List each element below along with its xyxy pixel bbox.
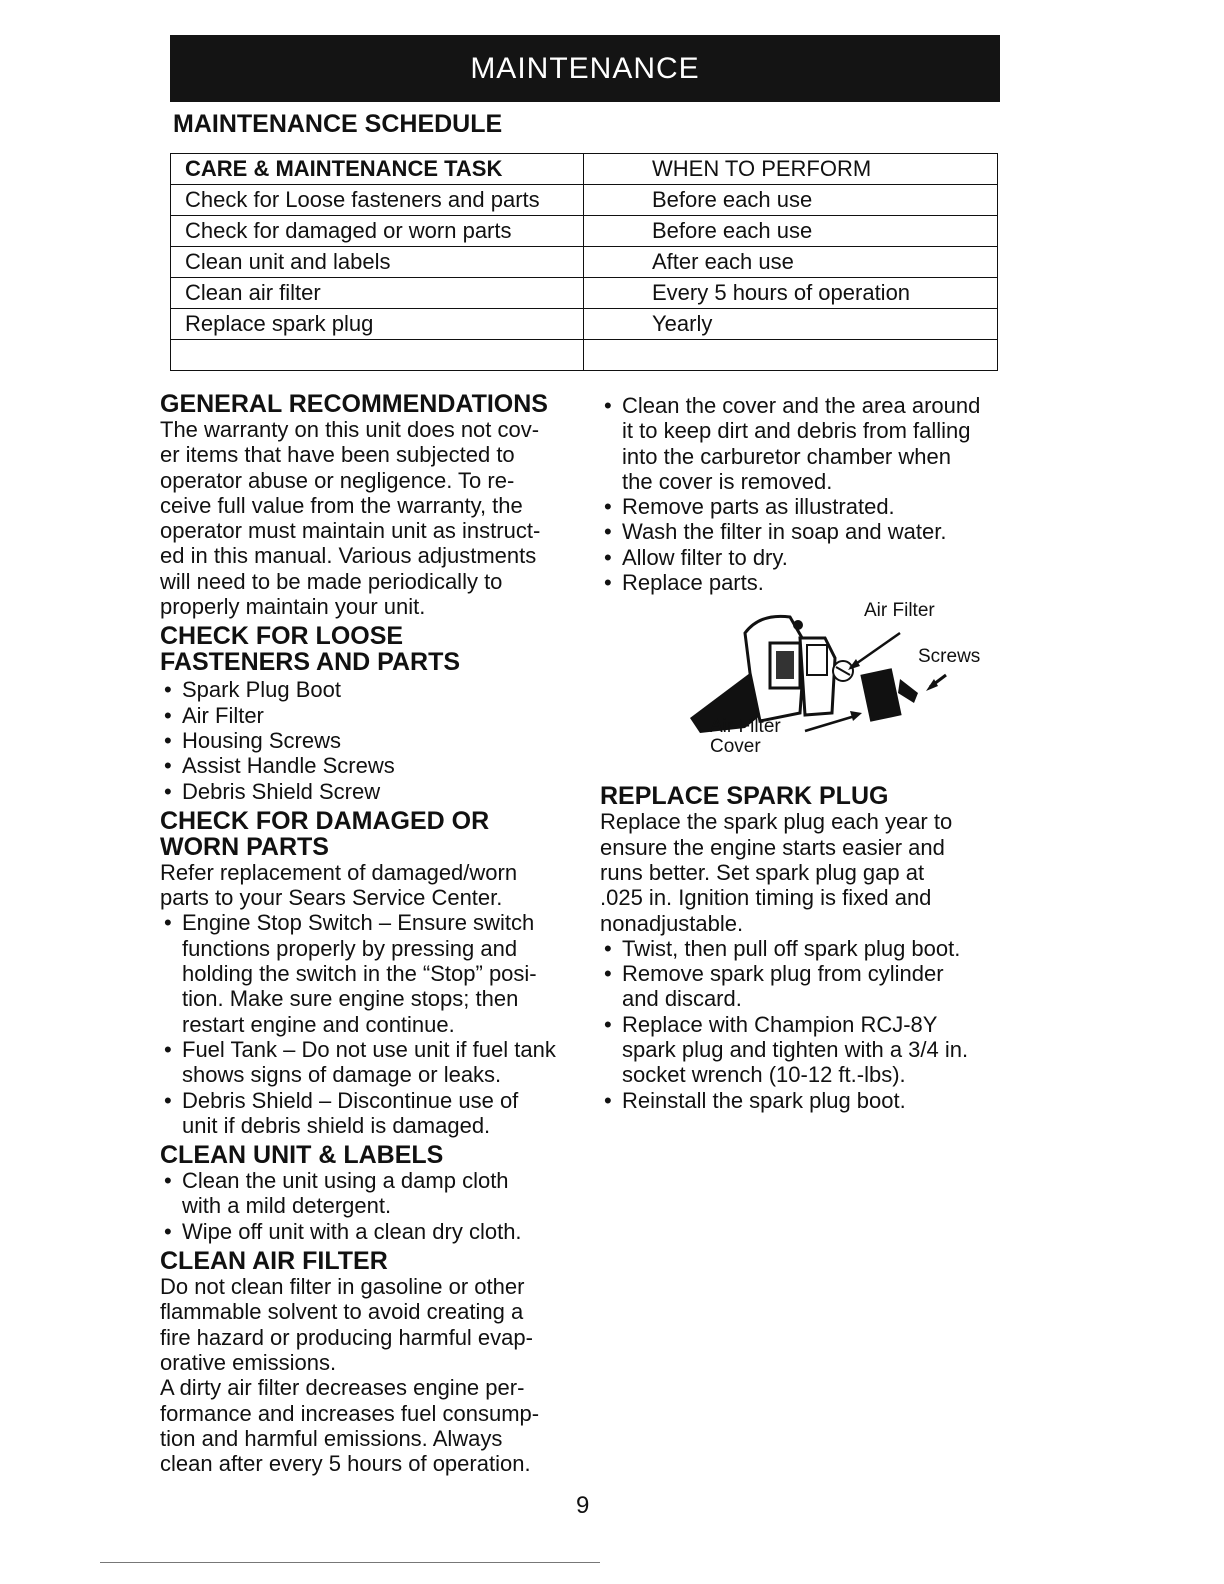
list-item	[160, 910, 585, 1036]
table-row	[171, 247, 998, 278]
text-line: and discard.	[622, 986, 742, 1012]
list-item	[160, 1088, 585, 1139]
text-line: the cover is removed.	[622, 468, 833, 494]
list-item	[160, 1168, 585, 1219]
when-cell: Before each use	[584, 216, 998, 247]
label-line: Air Filter	[710, 716, 781, 738]
task-cell: Check for damaged or worn parts	[171, 216, 584, 247]
task-cell: Clean unit and labels	[171, 247, 584, 278]
table-row	[171, 185, 998, 216]
clean-unit-heading: CLEAN UNIT & LABELS	[160, 1141, 444, 1170]
list-item	[600, 1088, 1020, 1113]
text-line: tion and harmful emissions. Always	[160, 1425, 503, 1451]
general-recommendations-heading: GENERAL RECOMMENDATIONS	[160, 390, 548, 418]
engine-diagram	[600, 600, 1000, 775]
when-cell: Every 5 hours of operation	[584, 278, 998, 309]
text-line: ensure the engine starts easier and	[600, 834, 945, 860]
list-item: • Debris Shield Screw	[160, 779, 585, 804]
general-paragraph	[160, 417, 585, 619]
when-cell	[584, 340, 998, 371]
text-line: Replace the spark plug each year to	[600, 809, 953, 835]
text-line: Debris Shield – Discontinue use of	[182, 1087, 519, 1113]
text-line: Twist, then pull off spark plug boot.	[622, 935, 961, 961]
header-when: WHEN TO PERFORM	[584, 154, 998, 185]
text-line: er items that have been subjected to	[160, 442, 515, 468]
list-item: • Housing Screws	[160, 728, 585, 753]
text-line: it to keep dirt and debris from falling	[622, 418, 971, 444]
text-line: Fuel Tank – Do not use unit if fuel tank	[182, 1036, 556, 1062]
text-line: Do not clean filter in gasoline or other	[160, 1274, 525, 1300]
text-line: with a mild detergent.	[182, 1193, 392, 1219]
label-air-filter-cover	[710, 717, 781, 757]
spark-paragraph	[600, 809, 1020, 935]
schedule-title: MAINTENANCE SCHEDULE	[173, 110, 503, 138]
clean-filter-para2	[160, 1375, 585, 1476]
list-item	[600, 545, 1020, 570]
text-line: operator must maintain unit as instruct-	[160, 518, 541, 544]
task-cell: Check for Loose fasteners and parts	[171, 185, 584, 216]
text-line: nonadjustable.	[600, 910, 744, 936]
text-line: properly maintain your unit.	[160, 594, 426, 620]
text-line: Wipe off unit with a clean dry cloth.	[182, 1218, 522, 1244]
header-task: CARE & MAINTENANCE TASK	[171, 154, 584, 185]
replace-spark-plug-heading: REPLACE SPARK PLUG	[600, 782, 889, 811]
when-cell: Before each use	[584, 185, 998, 216]
label-screws: Screws	[918, 646, 981, 668]
when-cell: After each use	[584, 247, 998, 278]
list-item	[600, 494, 1020, 519]
table-header-row	[171, 154, 998, 185]
loose-fasteners-heading	[160, 623, 585, 675]
text-line: orative emissions.	[160, 1349, 337, 1375]
text-line: into the carburetor chamber when	[622, 443, 951, 469]
clean-filter-para1	[160, 1274, 585, 1375]
spark-plug-steps	[600, 936, 1020, 1113]
text-line: A dirty air filter decreases engine per-	[160, 1375, 525, 1401]
text-line: restart engine and continue.	[182, 1011, 455, 1037]
text-line: formance and increases fuel consump-	[160, 1400, 540, 1426]
damaged-parts-heading	[160, 808, 585, 860]
list-item	[160, 1219, 585, 1244]
text-line: flammable solvent to avoid creating a	[160, 1299, 524, 1325]
text-line: ed in this manual. Various adjustments	[160, 543, 537, 569]
maintenance-schedule-table	[170, 153, 998, 371]
text-line: Replace with Champion RCJ-8Y	[622, 1011, 938, 1037]
clean-unit-list	[160, 1168, 585, 1244]
text-line: Remove spark plug from cylinder	[622, 961, 944, 987]
when-cell: Yearly	[584, 309, 998, 340]
footer-rule	[100, 1562, 600, 1563]
text-line: will need to be made periodically to	[160, 568, 503, 594]
loose-fasteners-list	[160, 677, 585, 803]
list-item	[600, 961, 1020, 1012]
text-line: tion. Make sure engine stops; then	[182, 986, 519, 1012]
air-filter-illustration	[600, 600, 1000, 775]
text-line: socket wrench (10-12 ft.-lbs).	[622, 1062, 906, 1088]
task-cell: Clean air filter	[171, 278, 584, 309]
text-line: parts to your Sears Service Center.	[160, 885, 503, 911]
list-item: • Spark Plug Boot	[160, 677, 585, 702]
text-line: holding the switch in the “Stop” posi-	[182, 961, 537, 987]
text-line: clean after every 5 hours of operation.	[160, 1451, 531, 1477]
damaged-parts-list	[160, 910, 585, 1138]
list-item	[160, 1037, 585, 1088]
right-column	[600, 393, 1020, 1113]
text-line: fire hazard or producing harmful evap-	[160, 1324, 533, 1350]
text-line: Refer replacement of damaged/worn	[160, 859, 518, 885]
text-line: spark plug and tighten with a 3/4 in.	[622, 1037, 969, 1063]
text-line: Replace parts.	[622, 570, 764, 596]
list-item	[600, 936, 1020, 961]
text-line: Engine Stop Switch – Ensure switch	[182, 910, 535, 936]
list-item	[600, 570, 1020, 595]
text-line: Remove parts as illustrated.	[622, 494, 895, 520]
table-row-empty	[171, 340, 998, 371]
clean-air-filter-heading: CLEAN AIR FILTER	[160, 1247, 388, 1276]
text-line: .025 in. Ignition timing is fixed and	[600, 885, 932, 911]
section-banner: MAINTENANCE	[170, 35, 1000, 102]
text-line: runs better. Set spark plug gap at	[600, 859, 925, 885]
list-item	[600, 393, 1020, 494]
text-line: Clean the cover and the area around	[622, 393, 981, 418]
left-column	[160, 391, 585, 1476]
clean-filter-steps	[600, 393, 1020, 595]
text-line: functions properly by pressing and	[182, 935, 518, 961]
text-line: unit if debris shield is damaged.	[182, 1112, 491, 1138]
heading-line: FASTENERS AND PARTS	[160, 648, 461, 677]
text-line: Reinstall the spark plug boot.	[622, 1087, 906, 1113]
list-item	[600, 1012, 1020, 1088]
damaged-intro	[160, 860, 585, 911]
text-line: Allow filter to dry.	[622, 544, 788, 570]
table-row	[171, 278, 998, 309]
list-item: • Air Filter	[160, 703, 585, 728]
list-item	[600, 519, 1020, 544]
page-number: 9	[576, 1492, 590, 1519]
label-line: Cover	[710, 736, 761, 758]
label-air-filter: Air Filter	[864, 600, 935, 622]
text-line: operator abuse or negligence. To re-	[160, 467, 515, 493]
task-cell	[171, 340, 584, 371]
text-line: The warranty on this unit does not cov-	[160, 417, 540, 442]
heading-line: CHECK FOR DAMAGED OR	[160, 806, 490, 835]
task-cell: Replace spark plug	[171, 309, 584, 340]
list-item: • Assist Handle Screws	[160, 753, 585, 778]
text-line: ceive full value from the warranty, the	[160, 492, 523, 518]
text-line: Clean the unit using a damp cloth	[182, 1168, 509, 1194]
text-line: Wash the filter in soap and water.	[622, 519, 947, 545]
heading-line: WORN PARTS	[160, 832, 329, 861]
heading-line: CHECK FOR LOOSE	[160, 622, 404, 651]
table-row	[171, 309, 998, 340]
text-line: shows signs of damage or leaks.	[182, 1062, 502, 1088]
table-row	[171, 216, 998, 247]
